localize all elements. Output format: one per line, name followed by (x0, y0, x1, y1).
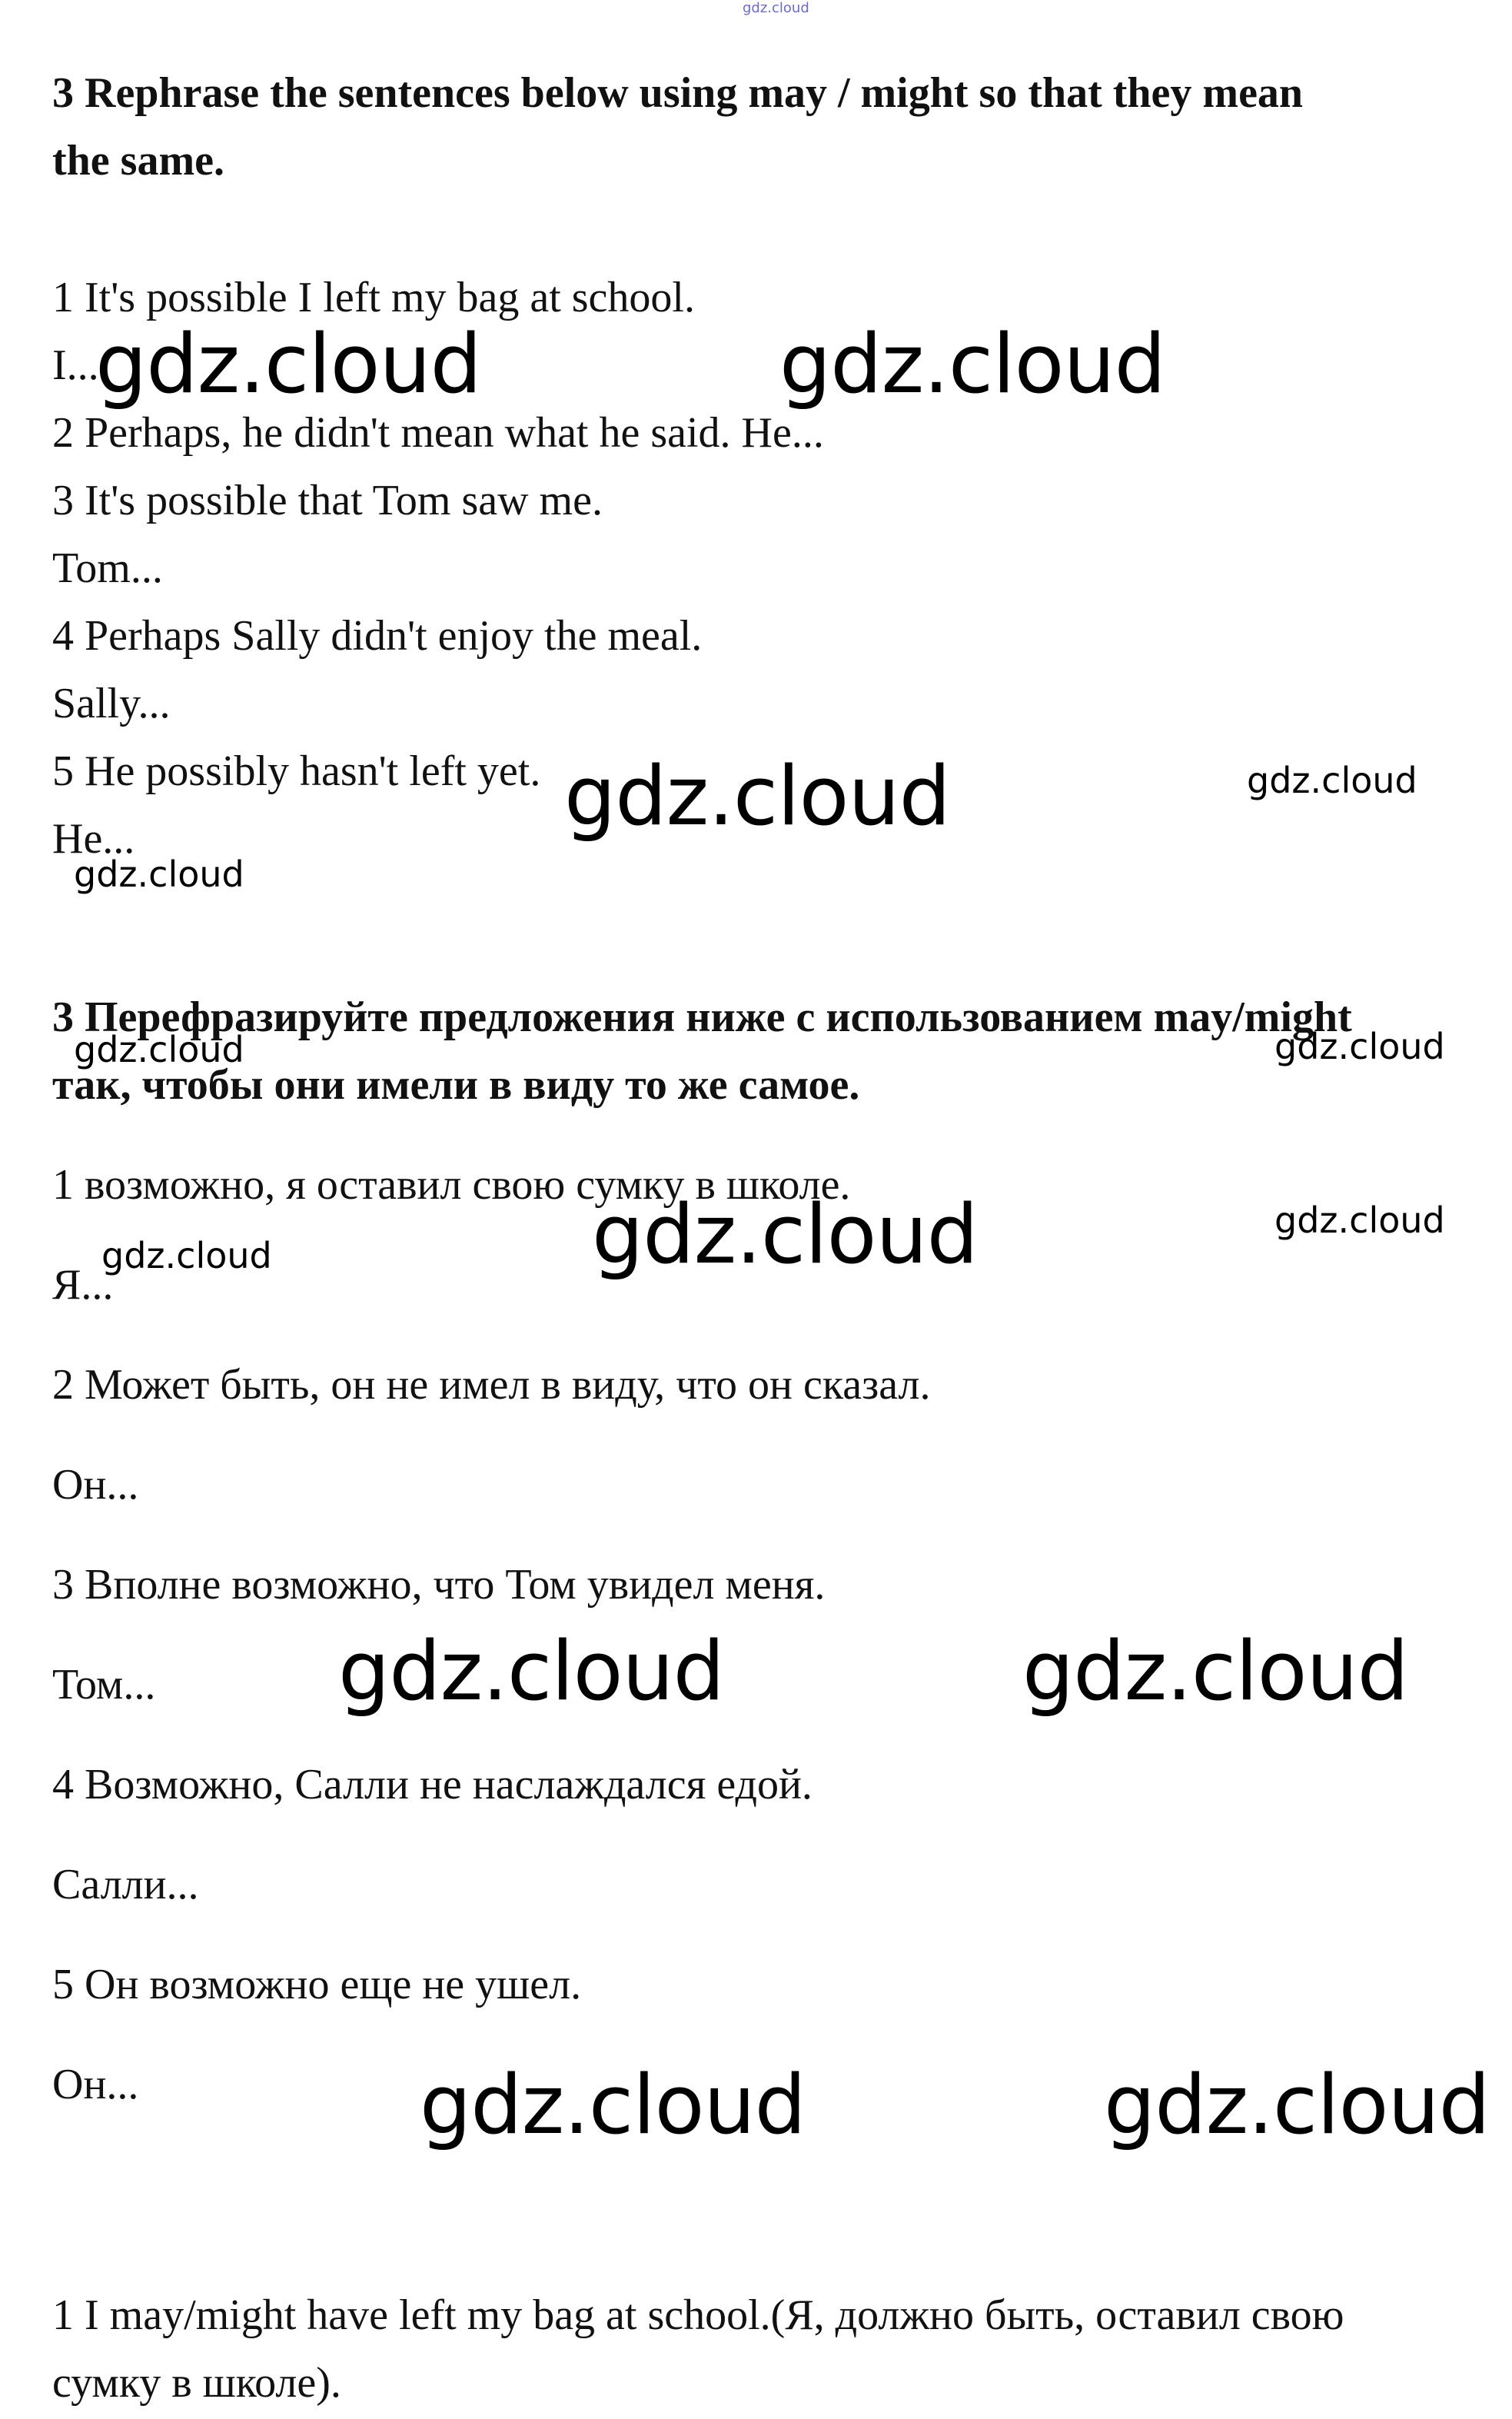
watermark-logo: gdz.cloud (1104, 2058, 1490, 2152)
en-answer-stub-3: Tom... (52, 544, 163, 592)
ru-sentence-3: 3 Вполне возможно, что Том увидел меня. (52, 1561, 826, 1609)
watermark-logo: gdz.cloud (420, 2058, 806, 2152)
watermark-top: gdz.cloud (743, 0, 809, 16)
ru-sentence-2: 2 Может быть, он не имел в виду, что он сказал. (52, 1361, 931, 1409)
watermark-logo: gdz.cloud (592, 1187, 978, 1282)
en-answer-stub-5: He... (52, 815, 135, 863)
ru-answer-stub-4: Салли... (52, 1861, 199, 1908)
watermark-logo: gdz.cloud (101, 1235, 272, 1276)
watermark-logo: gdz.cloud (95, 317, 481, 411)
watermark-logo: gdz.cloud (74, 1029, 244, 1070)
ru-answer-stub-2: Он... (52, 1461, 139, 1509)
watermark-logo: gdz.cloud (74, 853, 244, 895)
ru-answer-stub-1: Я... (52, 1261, 114, 1309)
watermark-logo: gdz.cloud (1247, 760, 1417, 801)
ru-answer-stub-3: Том... (52, 1661, 156, 1709)
exercise-heading-en-cont: the same. (52, 137, 224, 185)
answer-line-2: сумку в школе). (52, 2359, 341, 2407)
exercise-heading-en: 3 Rephrase the sentences below using may / might so that they mean (52, 69, 1304, 117)
answer-line-1: 1 I may/might have left my bag at school.(Я, должно быть, оставил свою (52, 2291, 1344, 2339)
en-sentence-2: 2 Perhaps, he didn't mean what he said. He... (52, 409, 824, 457)
watermark-logo: gdz.cloud (564, 749, 950, 843)
exercise-heading-ru: 3 Перефразируйте предложения ниже с использованием may/might (52, 993, 1352, 1041)
en-sentence-1: 1 It's possible I left my bag at school. (52, 274, 695, 321)
watermark-logo: gdz.cloud (1022, 1624, 1408, 1719)
exercise-heading-ru-cont: так, чтобы они имели в виду то же самое. (52, 1061, 860, 1109)
ru-sentence-5: 5 Он возможно еще не ушел. (52, 1961, 582, 2008)
ru-answer-stub-5: Он... (52, 2061, 139, 2108)
en-answer-stub-4: Sally... (52, 680, 171, 727)
watermark-logo: gdz.cloud (779, 317, 1165, 411)
ru-sentence-1: 1 возможно, я оставил свою сумку в школе. (52, 1161, 851, 1209)
en-sentence-4: 4 Perhaps Sally didn't enjoy the meal. (52, 612, 703, 660)
en-sentence-3: 3 It's possible that Tom saw me. (52, 477, 603, 524)
watermark-logo: gdz.cloud (338, 1624, 724, 1719)
en-sentence-5: 5 He possibly hasn't left yet. (52, 747, 541, 795)
watermark-logo: gdz.cloud (1274, 1026, 1445, 1067)
watermark-logo: gdz.cloud (1274, 1200, 1445, 1241)
en-answer-stub-1: I... (52, 341, 99, 389)
ru-sentence-4: 4 Возможно, Салли не наслаждался едой. (52, 1761, 812, 1808)
